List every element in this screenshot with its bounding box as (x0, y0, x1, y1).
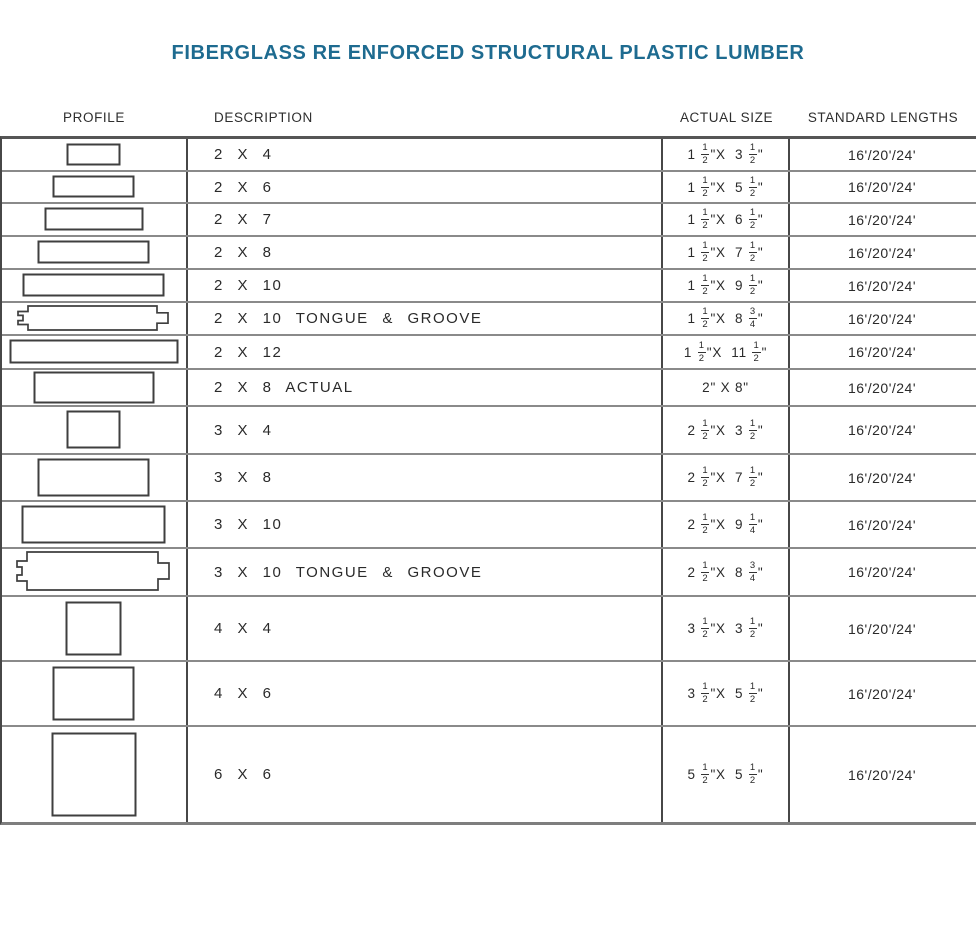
description-cell (188, 204, 663, 235)
profile-cell (2, 549, 188, 595)
rect-cross-section (65, 601, 123, 657)
description-cell (188, 727, 663, 822)
table-row (2, 455, 976, 502)
standard-lengths-text: 16'/20'/24' (847, 244, 916, 261)
description-cell (188, 662, 663, 725)
actual-size-cell (663, 139, 790, 170)
stacked-fraction: $\frac{1}{2}$ (749, 762, 756, 786)
table-row (2, 549, 976, 597)
actual-size-text: 1 $\frac{1}{2}$ "X 8 $\frac{3}{4}$ " (687, 306, 764, 330)
actual-size-cell (663, 303, 790, 334)
standard-lengths-text: 16'/20'/24' (847, 422, 916, 438)
page-title: FIBERGLASS RE ENFORCED STRUCTURAL PLASTIC LUMBER (171, 42, 805, 64)
description-text: 3 X 4 (214, 421, 273, 439)
standard-lengths-cell (790, 502, 974, 547)
profile-cell (2, 336, 188, 368)
standard-lengths-cell (790, 549, 974, 595)
rect-cross-section (51, 732, 138, 818)
stacked-fraction: $\frac{3}{4}$ (749, 559, 756, 584)
actual-size-cell (663, 336, 790, 368)
profile-cell (2, 502, 188, 547)
description-cell (188, 549, 663, 595)
stacked-fraction: $\frac{1}{2}$ (749, 465, 756, 489)
description-cell (188, 407, 663, 453)
stacked-fraction: $\frac{3}{4}$ (749, 306, 756, 330)
description-text: 2 X 4 (214, 146, 273, 163)
actual-size-cell (663, 597, 790, 660)
actual-size-text: 2 $\frac{1}{2}$ "X 3 $\frac{1}{2}$ " (687, 417, 764, 442)
actual-size-text: 1 $\frac{1}{2}$ "X 5 $\frac{1}{2}$ " (687, 174, 764, 199)
stacked-fraction: $\frac{1}{2}$ (749, 142, 756, 166)
table-row (2, 172, 976, 204)
table-row (2, 237, 976, 270)
actual-size-text: 3 $\frac{1}{2}$ "X 5 $\frac{1}{2}$ " (687, 681, 764, 705)
profile-cell (2, 303, 188, 334)
rect-cross-section (66, 143, 122, 167)
actual-size-cell (663, 549, 790, 595)
profile-cell (2, 270, 188, 301)
table-row (2, 597, 976, 662)
standard-lengths-cell (790, 270, 974, 301)
standard-lengths-cell (790, 407, 974, 453)
rect-cross-section (21, 505, 167, 545)
standard-lengths-text: 16'/20'/24' (847, 146, 916, 163)
stacked-fraction: $\frac{1}{2}$ (749, 174, 756, 199)
description-cell (188, 597, 663, 660)
standard-lengths-cell (790, 727, 974, 822)
description-text: 3 X 10 (214, 516, 283, 533)
header-standard-lengths: STANDARD LENGTHS (807, 110, 959, 125)
stacked-fraction: $\frac{1}{2}$ (749, 616, 756, 640)
actual-size-text: 5 $\frac{1}{2}$ "X 5 $\frac{1}{2}$ " (687, 762, 764, 786)
rect-cross-section (44, 207, 145, 232)
actual-size-text: 1 $\frac{1}{2}$ "X 7 $\frac{1}{2}$ " (687, 240, 764, 264)
stacked-fraction: $\frac{1}{2}$ (749, 240, 756, 264)
standard-lengths-text: 16'/20'/24' (847, 344, 916, 360)
stacked-fraction: $\frac{1}{2}$ (702, 681, 709, 705)
table-header-row (0, 110, 976, 125)
standard-lengths-text: 16'/20'/24' (847, 379, 916, 396)
actual-size-text: 1 $\frac{1}{2}$ "X 9 $\frac{1}{2}$ " (687, 273, 764, 297)
profile-cell (2, 407, 188, 453)
stacked-fraction: $\frac{1}{2}$ (702, 207, 709, 231)
description-cell (188, 237, 663, 268)
actual-size-cell (663, 502, 790, 547)
description-text: 2 X 12 (214, 343, 283, 361)
table-row (2, 727, 976, 822)
standard-lengths-cell (790, 370, 974, 405)
profile-cell (2, 139, 188, 170)
standard-lengths-text: 16'/20'/24' (847, 766, 916, 783)
standard-lengths-text: 16'/20'/24' (847, 310, 916, 327)
lumber-table (0, 136, 976, 825)
profile-cell (2, 727, 188, 822)
actual-size-cell (663, 370, 790, 405)
table-row (2, 204, 976, 237)
standard-lengths-text: 16'/20'/24' (847, 179, 916, 195)
stacked-fraction: $\frac{1}{2}$ (702, 616, 709, 640)
standard-lengths-cell (790, 662, 974, 725)
description-text: 2 X 8 (214, 244, 273, 261)
description-text: 4 X 6 (214, 685, 273, 702)
standard-lengths-text: 16'/20'/24' (847, 277, 916, 294)
description-text: 2 X 10 (214, 277, 283, 294)
table-row (2, 139, 976, 172)
profile-cell (2, 455, 188, 500)
rect-cross-section (9, 339, 180, 365)
table-row (2, 407, 976, 455)
rect-cross-section (33, 371, 156, 405)
description-cell (188, 455, 663, 500)
rect-cross-section (66, 410, 122, 450)
standard-lengths-cell (790, 204, 974, 235)
stacked-fraction: $\frac{1}{2}$ (702, 240, 709, 264)
description-cell (188, 270, 663, 301)
actual-size-text: 2 $\frac{1}{2}$ "X 9 $\frac{1}{4}$ " (687, 512, 764, 536)
header-profile: PROFILE (63, 110, 125, 125)
actual-size-cell (663, 237, 790, 268)
description-text: 3 X 10 TONGUE & GROOVE (214, 563, 483, 581)
stacked-fraction: $\frac{1}{2}$ (702, 306, 709, 330)
stacked-fraction: $\frac{1}{2}$ (749, 207, 756, 231)
actual-size-text: 1 $\frac{1}{2}$ "X 6 $\frac{1}{2}$ " (687, 207, 764, 231)
stacked-fraction: $\frac{1}{2}$ (702, 417, 709, 442)
standard-lengths-text: 16'/20'/24' (847, 685, 916, 702)
stacked-fraction: $\frac{1}{2}$ (749, 681, 756, 705)
description-cell (188, 370, 663, 405)
actual-size-text: 2 $\frac{1}{2}$ "X 7 $\frac{1}{2}$ " (687, 465, 764, 489)
tongue-groove-cross-section (17, 305, 171, 333)
standard-lengths-cell (790, 455, 974, 500)
description-cell (188, 172, 663, 202)
description-text: 4 X 4 (214, 620, 273, 637)
profile-cell (2, 370, 188, 405)
standard-lengths-cell (790, 303, 974, 334)
actual-size-cell (663, 455, 790, 500)
description-text: 2 X 10 TONGUE & GROOVE (214, 310, 483, 327)
table-row (2, 502, 976, 549)
actual-size-cell (663, 407, 790, 453)
standard-lengths-cell (790, 139, 974, 170)
profile-cell (2, 172, 188, 202)
header-description: DESCRIPTION (214, 110, 313, 125)
table-row (2, 336, 976, 370)
description-text: 2 X 8 ACTUAL (214, 379, 354, 396)
tongue-groove-cross-section (16, 551, 172, 593)
description-text: 2 X 6 (214, 178, 273, 196)
rect-cross-section (52, 666, 136, 722)
rect-cross-section (52, 175, 136, 199)
actual-size-text: 2" X 8" (702, 380, 749, 395)
rect-cross-section (22, 273, 166, 298)
profile-cell (2, 237, 188, 268)
actual-size-text: 1 $\frac{1}{2}$ "X 3 $\frac{1}{2}$ " (687, 142, 764, 166)
stacked-fraction: $\frac{1}{2}$ (702, 142, 709, 166)
stacked-fraction: $\frac{1}{2}$ (753, 339, 760, 364)
description-cell (188, 336, 663, 368)
description-cell (188, 303, 663, 334)
standard-lengths-cell (790, 172, 974, 202)
actual-size-text: 1 $\frac{1}{2}$ "X 11 $\frac{1}{2}$ " (683, 339, 768, 364)
table-row (2, 370, 976, 407)
stacked-fraction: $\frac{1}{2}$ (702, 559, 709, 584)
standard-lengths-text: 16'/20'/24' (847, 469, 916, 486)
table-row (2, 303, 976, 336)
stacked-fraction: $\frac{1}{2}$ (749, 273, 756, 297)
standard-lengths-text: 16'/20'/24' (847, 620, 916, 637)
standard-lengths-cell (790, 597, 974, 660)
stacked-fraction: $\frac{1}{2}$ (702, 174, 709, 199)
standard-lengths-cell (790, 237, 974, 268)
actual-size-cell (663, 270, 790, 301)
actual-size-cell (663, 204, 790, 235)
stacked-fraction: $\frac{1}{2}$ (702, 273, 709, 297)
description-cell (188, 139, 663, 170)
stacked-fraction: $\frac{1}{2}$ (749, 417, 756, 442)
actual-size-text: 2 $\frac{1}{2}$ "X 8 $\frac{3}{4}$ " (687, 559, 764, 584)
table-row (2, 270, 976, 303)
rect-cross-section (37, 458, 151, 498)
stacked-fraction: $\frac{1}{2}$ (702, 762, 709, 786)
stacked-fraction: $\frac{1}{2}$ (698, 339, 705, 364)
profile-cell (2, 204, 188, 235)
standard-lengths-text: 16'/20'/24' (847, 564, 916, 580)
rect-cross-section (37, 240, 151, 265)
stacked-fraction: $\frac{1}{2}$ (702, 512, 709, 536)
profile-cell (2, 662, 188, 725)
profile-cell (2, 597, 188, 660)
description-cell (188, 502, 663, 547)
actual-size-cell (663, 727, 790, 822)
table-row (2, 662, 976, 727)
standard-lengths-text: 16'/20'/24' (847, 516, 916, 533)
stacked-fraction: $\frac{1}{2}$ (702, 465, 709, 489)
stacked-fraction: $\frac{1}{4}$ (749, 512, 756, 536)
actual-size-cell (663, 172, 790, 202)
description-text: 6 X 6 (214, 766, 273, 783)
standard-lengths-cell (790, 336, 974, 368)
actual-size-text: 3 $\frac{1}{2}$ "X 3 $\frac{1}{2}$ " (687, 616, 764, 640)
description-text: 2 X 7 (214, 211, 273, 228)
actual-size-cell (663, 662, 790, 725)
header-actual-size: ACTUAL SIZE (679, 110, 774, 125)
standard-lengths-text: 16'/20'/24' (847, 211, 916, 228)
description-text: 3 X 8 (214, 469, 273, 486)
